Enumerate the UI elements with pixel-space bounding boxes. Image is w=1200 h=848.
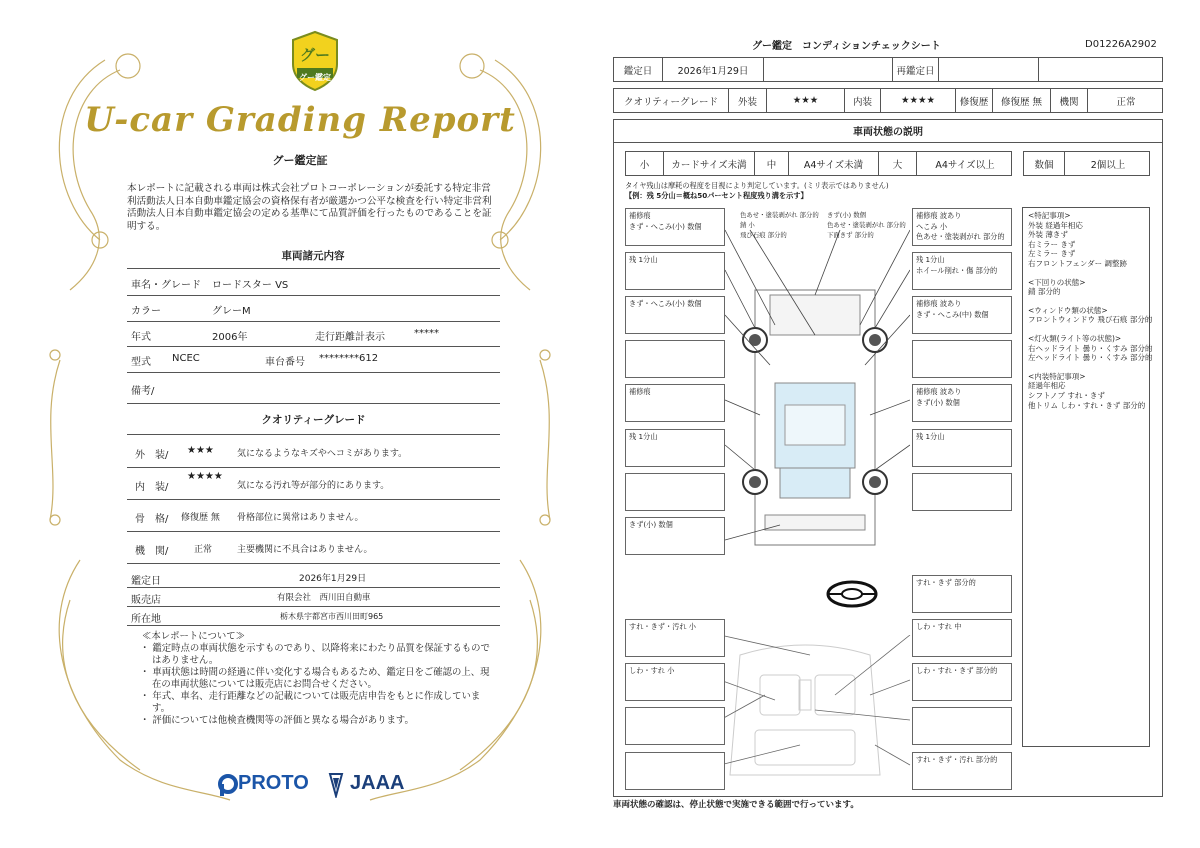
special-line: 外装 経過年相応: [1028, 220, 1083, 230]
damage-text: 残 1分山: [629, 432, 658, 441]
window-line: フロントウィンドウ 飛び石痕 部分的: [1028, 315, 1153, 325]
date-blank: [763, 58, 892, 81]
size-small-label: 小: [639, 159, 650, 171]
damage-text: すれ・きず・汚れ 小: [629, 622, 696, 631]
damage-box-right-door: [912, 340, 1012, 378]
year-label: 年式: [131, 332, 151, 343]
special-notes-panel: [1022, 207, 1153, 747]
engine-label: 機 関/: [135, 546, 169, 557]
date-table: [613, 57, 1163, 82]
proto-logo: PROTO: [238, 772, 309, 794]
damage-box-rear-bumper: [625, 517, 725, 555]
size-large-desc: A4サイズ以上: [916, 152, 1013, 175]
damage-box-interior-seat-left: [625, 663, 725, 701]
repair-label: 修復歴: [955, 89, 992, 112]
color-label: カラー: [131, 306, 161, 317]
redate-value: [938, 58, 1038, 81]
grade-section-title: クオリティーグレード: [261, 414, 366, 426]
damage-box-rear-right: [912, 473, 1012, 511]
damage-box-interior-rear-left: [625, 752, 725, 790]
int-label: 内装: [844, 89, 880, 112]
note-item: ・ 車両状態は時間の経過に伴い変化する場合もあるため、鑑定日をご確認の上、現在の車両状態については販売店にお問合せください。: [140, 667, 490, 690]
special-line: 外装 薄きず: [1028, 230, 1068, 240]
model-value: ロードスター VS: [212, 280, 289, 291]
size-mid-desc: A4サイズ未満: [788, 152, 878, 175]
int-value: ★★★★: [880, 89, 955, 112]
mileage-value: *****: [414, 328, 439, 339]
interior-notes-line: 他トリム しわ・すれ・きず 部分的: [1028, 400, 1146, 410]
size-mid-label: 中: [754, 152, 788, 175]
grade-table: [613, 88, 1163, 113]
remarks-label: 備考/: [131, 386, 155, 397]
damage-text-front-hood: きず(小) 数個 色あせ・塗装剥がれ 部分的 下面きず 部分的: [827, 211, 906, 239]
special-line: 左ミラー きず: [1028, 249, 1076, 259]
emblem-label: グー鑑定: [299, 73, 331, 82]
document-id: D01226A2902: [1085, 39, 1157, 50]
damage-text: 補修痕 波あり へこみ 小 色あせ・塗装剥がれ 部分的: [916, 211, 1005, 241]
tire-box-front-right: [912, 252, 1012, 290]
damage-box-front-right: [912, 208, 1012, 246]
interior-notes-title: <内装特記事項>: [1028, 371, 1086, 381]
notes-title: ≪本レポートについて≫: [142, 631, 245, 642]
car-top-view-diagram: [720, 205, 910, 555]
type-value: NCEC: [172, 353, 200, 364]
engine-value: 正常: [1087, 89, 1164, 112]
damage-text-front-left: 色あせ・塗装剥がれ 部分的 錆 小 飛び石痕 部分的: [740, 211, 819, 239]
damage-box-interior-rear-right: [912, 752, 1012, 790]
damage-box-front-left-bumper: [625, 208, 725, 246]
note-item: ・ 鑑定時点の車両状態を示すものであり、以降将来にわたり品質を保証するものではありません。: [140, 643, 490, 666]
size-large-label: 大: [878, 152, 916, 175]
damage-text: きず(小) 数個: [629, 520, 673, 529]
damage-text: しわ・すれ・きず 部分的: [916, 666, 998, 675]
ext-label: 外装: [728, 89, 766, 112]
damage-text: 残 1分山: [629, 255, 658, 264]
interior-label: 内 装/: [135, 482, 169, 493]
count-legend-table: [1023, 151, 1150, 176]
tire-box-rear-right: [912, 429, 1012, 467]
svg-text:グー: グー: [299, 46, 331, 64]
damage-box-interior-front-right: [912, 619, 1012, 657]
model-label: 車名・グレード: [131, 280, 201, 291]
damage-box-interior-seat-right: [912, 663, 1012, 701]
engine-value: 正常: [194, 545, 213, 555]
interior-diagram: [695, 635, 920, 785]
sheet-title: グー鑑定 コンディションチェックシート: [752, 41, 941, 52]
tire-example-note: 【例：残 5分山＝概ね50パーセント程度残り溝を示す】: [625, 191, 808, 200]
under-title: <下回りの状態>: [1028, 277, 1086, 287]
count-label: 数個: [1034, 159, 1054, 171]
condition-title: 車両状態の説明: [613, 119, 1163, 143]
damage-text: 残 1分山: [916, 432, 945, 441]
window-title: <ウィンドウ類の状態>: [1028, 305, 1108, 315]
damage-text: すれ・きず 部分的: [916, 578, 976, 587]
lamp-line: 左ヘッドライト 曇り・くすみ 部分的: [1028, 353, 1153, 363]
count-value: 2個以上: [1064, 152, 1151, 175]
year-value: 2006年: [212, 332, 248, 343]
redate-label: 再鑑定日: [892, 58, 938, 81]
size-small-desc: カードサイズ未満: [663, 152, 754, 175]
exterior-label: 外 装/: [135, 450, 169, 461]
special-line: 右ミラー きず: [1028, 239, 1076, 249]
under-line: 錆 部分的: [1028, 287, 1061, 297]
engine-desc: 主要機関に不具合はありません。: [237, 545, 373, 555]
spec-section-title: 車両諸元内容: [281, 250, 345, 262]
size-legend-table: [625, 151, 1012, 176]
address-label: 所在地: [131, 614, 161, 625]
damage-text: 補修痕 波あり きず・へこみ(中) 数個: [916, 299, 989, 319]
mileage-label: 走行距離計表示: [315, 332, 385, 343]
damage-box-steering: [912, 575, 1012, 613]
steering-wheel-icon: [826, 580, 878, 608]
interior-notes-line: シフトノブ すれ・きず: [1028, 390, 1105, 400]
special-title: <特記事項>: [1028, 211, 1071, 220]
ext-value: ★★★: [766, 89, 844, 112]
redate-blank: [1038, 58, 1164, 81]
damage-text: 補修痕: [629, 387, 651, 396]
color-value: グレーM: [212, 306, 251, 317]
grade-label: クオリティーグレード: [623, 96, 719, 108]
chassis-label: 車台番号: [265, 357, 305, 368]
frame-label: 骨 格/: [135, 514, 169, 525]
damage-text: 補修痕 きず・へこみ(小) 数個: [629, 211, 702, 231]
lamp-title: <灯火類(ライト等の状態)>: [1028, 333, 1122, 343]
date-value: 2026年1月29日: [662, 58, 763, 81]
note-item: ・ 年式、車名、走行距離などの記載については販売店申告をもとに作成しています。: [140, 691, 481, 714]
damage-text: 残 1分山 ホイール削れ・傷 部分的: [916, 255, 998, 275]
chassis-value: ********612: [319, 353, 379, 364]
damage-box-right-rear-fender: [912, 384, 1012, 422]
engine-label: 機関: [1050, 89, 1087, 112]
damage-text: きず・へこみ(小) 数個: [629, 299, 702, 308]
damage-text: しわ・すれ 小: [629, 666, 675, 675]
date-label: 鑑定日: [623, 65, 653, 77]
damage-box-left-rear-fender: [625, 384, 725, 422]
certificate-text: 本レポートに記載される車両は株式会社プロトコーポレーションが委託する特定非営利活動法人日本自動車鑑定協会の資格保有者が厳選かつ公平な検査を行い特定非営利活動法人日本自動車鑑定協会の定める基準にて品質評価を行ったものであることを証明する。: [127, 183, 492, 232]
interior-desc: 気になる汚れ等が部分的にあります。: [237, 481, 390, 491]
report-script-title: U-car Grading Report: [84, 100, 516, 140]
date-value: 2026年1月29日: [299, 574, 367, 584]
dealer-label: 販売店: [131, 595, 161, 606]
jaaa-logo: JAAA: [350, 772, 405, 794]
damage-box-right-fender: [912, 296, 1012, 334]
damage-box-interior-mid-right: [912, 707, 1012, 745]
damage-box-rear-left: [625, 473, 725, 511]
certificate-title: グー鑑定証: [272, 154, 328, 167]
interior-notes-line: 経過年相応: [1028, 381, 1066, 391]
lamp-line: 右ヘッドライト 曇り・くすみ 部分的: [1028, 343, 1153, 353]
note-item: ・ 評価については他検査機関等の評価と異なる場合があります。: [140, 715, 414, 726]
damage-box-left-door: [625, 340, 725, 378]
type-label: 型式: [131, 357, 151, 368]
tire-box-rear-left: [625, 429, 725, 467]
dealer-value: 有限会社 西川田自動車: [277, 593, 371, 603]
repair-value: 修復歴 無: [992, 89, 1050, 112]
damage-box-left-fender: [625, 296, 725, 334]
damage-text: しわ・すれ 中: [916, 622, 962, 631]
date-label: 鑑定日: [131, 576, 161, 587]
address-value: 栃木県宇都宮市西川田町965: [280, 612, 384, 621]
tire-note: タイヤ残山は摩耗の程度を目視により判定しています。(ミリ表示ではありません): [625, 181, 889, 190]
frame-value: 修復歴 無: [181, 513, 220, 523]
damage-box-interior-front-left: [625, 619, 725, 657]
footer-note: 車両状態の確認は、停止状態で実施できる範囲で行っています。: [613, 800, 859, 810]
exterior-stars: ★★★: [187, 445, 214, 456]
special-line: 右フロントフェンダー 調整跡: [1028, 258, 1127, 268]
exterior-desc: 気になるようなキズやヘコミがあります。: [237, 449, 408, 459]
damage-text: すれ・きず・汚れ 部分的: [916, 755, 998, 764]
damage-text: 補修痕 波あり きず(小) 数個: [916, 387, 962, 407]
interior-stars: ★★★★: [187, 471, 223, 482]
damage-box-interior-mid-left: [625, 707, 725, 745]
frame-desc: 骨格部位に異常はありません。: [237, 513, 364, 523]
tire-box-front-left: [625, 252, 725, 290]
